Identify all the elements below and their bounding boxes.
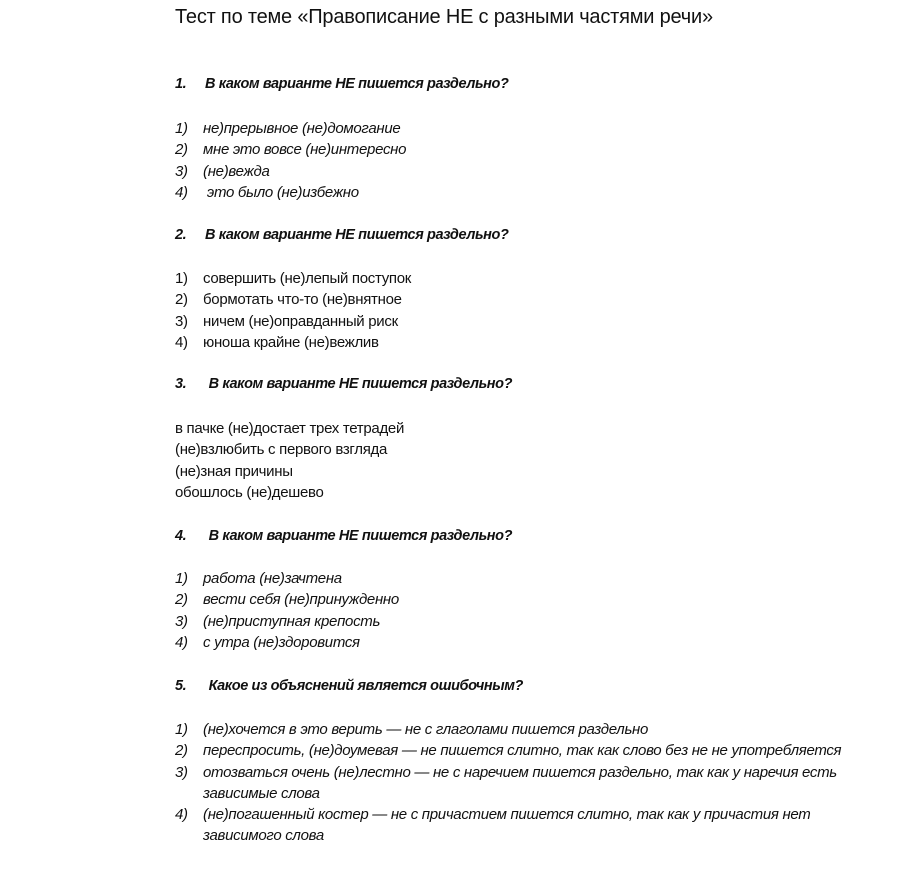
item-text: обошлось (не)дешево [175, 483, 324, 501]
list-item [175, 568, 843, 589]
question-2 [175, 227, 508, 243]
item-number: 3) [175, 162, 188, 180]
item-number: 1) [175, 721, 188, 738]
question-number: 5. [175, 678, 187, 694]
list-item [175, 461, 404, 482]
item-text: (не)приступная крепость [203, 612, 381, 630]
list-item [175, 611, 843, 632]
item-number: 1) [175, 570, 188, 587]
item-number: 3) [175, 763, 188, 781]
question-text: В каком варианте НЕ пишется раздельно? [205, 76, 509, 92]
item-number: 4) [175, 633, 188, 651]
list-item [175, 589, 843, 610]
question-3 [175, 376, 512, 392]
question-text: В каком варианте НЕ пишется раздельно? [205, 376, 513, 392]
item-text: (не)вежда [203, 162, 270, 180]
item-text: (не)зная причины [175, 462, 293, 480]
item-text: переспросить, (не)доумевая — не пишется слитно, так как слово без не не употребляется [203, 742, 842, 760]
item-number: 4) [175, 183, 188, 201]
item-text: не)прерывное (не)домогание [203, 120, 401, 137]
question-1 [175, 76, 508, 92]
question-number: 3. [175, 376, 187, 392]
list-item [175, 762, 843, 805]
list-item [175, 182, 843, 203]
page-title: Тест по теме «Правописание НЕ с разными частями речи» [175, 6, 713, 28]
list-item [175, 268, 843, 289]
list-item [175, 804, 843, 847]
list-item [175, 289, 843, 310]
item-text: ничем (не)оправданный риск [203, 312, 398, 330]
item-number: 2) [175, 591, 188, 609]
item-text: это было (не)избежно [203, 183, 359, 201]
item-number: 2) [175, 291, 188, 309]
item-number: 4) [175, 806, 188, 824]
item-number: 1) [175, 120, 188, 137]
question-number: 1. [175, 76, 187, 92]
question-text: Какое из объяснений является ошибочным? [205, 678, 524, 694]
item-text: (не)погашенный костер — не с причастием пишется слитно, так как у причастия нет зависимого слова [203, 806, 811, 845]
answer-list-5 [175, 719, 843, 847]
list-item [175, 332, 843, 353]
item-text: работа (не)зачтена [203, 570, 342, 587]
item-number: 2) [175, 141, 188, 159]
item-text: отозваться очень (не)лестно — не с наречием пишется раздельно, так как у наречия есть зависимые слова [203, 763, 837, 802]
item-text: в пачке (не)достает трех тетрадей [175, 420, 405, 437]
item-text: бормотать что-то (не)внятное [203, 291, 402, 309]
item-number: 3) [175, 612, 188, 630]
item-text: юноша крайне (не)вежлив [203, 333, 379, 351]
item-text: (не)хочется в это верить — не с глаголами пишется раздельно [203, 721, 649, 738]
item-text: вести себя (не)принужденно [203, 591, 399, 609]
answer-list-1 [175, 118, 843, 203]
list-item [175, 418, 404, 439]
question-5 [175, 678, 523, 694]
answer-list-3 [175, 418, 404, 503]
question-number: 2. [175, 227, 187, 243]
answer-list-4 [175, 568, 843, 653]
item-text: с утра (не)здоровится [203, 633, 360, 651]
item-text: мне это вовсе (не)интересно [203, 141, 407, 159]
list-item [175, 139, 843, 160]
item-number: 3) [175, 312, 188, 330]
item-number: 4) [175, 333, 188, 351]
list-item [175, 118, 843, 139]
list-item [175, 439, 404, 460]
question-text: В каком варианте НЕ пишется раздельно? [205, 528, 513, 544]
item-text: совершить (не)лепый поступок [203, 270, 412, 287]
list-item [175, 311, 843, 332]
list-item [175, 161, 843, 182]
item-number: 1) [175, 270, 188, 287]
question-text: В каком варианте НЕ пишется раздельно? [205, 227, 509, 243]
answer-list-2 [175, 268, 843, 353]
item-text: (не)взлюбить с первого взгляда [175, 441, 388, 459]
question-number: 4. [175, 528, 187, 544]
list-item [175, 740, 843, 761]
list-item [175, 719, 843, 740]
list-item [175, 632, 843, 653]
question-4 [175, 528, 512, 544]
item-number: 2) [175, 742, 188, 760]
list-item [175, 482, 404, 503]
